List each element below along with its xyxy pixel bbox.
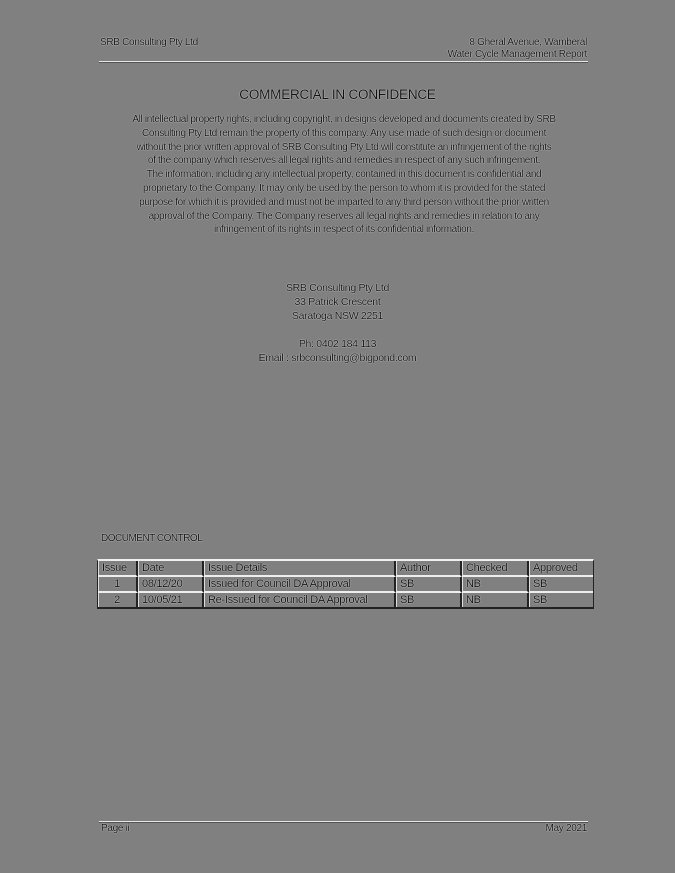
col-date: Date — [138, 561, 204, 577]
header-company: SRB Consulting Pty Ltd — [100, 37, 198, 48]
col-issue-details: Issue Details — [204, 561, 396, 577]
address-street: 33 Patrick Crescent — [294, 296, 381, 308]
cell-date: 10/05/21 — [138, 593, 204, 608]
table-row — [98, 593, 593, 608]
col-checked: Checked — [462, 561, 529, 577]
cell-issue-details: Re-Issued for Council DA Approval — [204, 593, 396, 608]
notice-line: proprietary to the Company. It may only be used by the person to whom it is provided for the stated — [142, 182, 546, 194]
company-address-block — [0, 281, 675, 365]
document-control-table — [97, 559, 594, 609]
header-address: 8 Gheral Avenue, Wamberal — [469, 37, 587, 48]
cell-issue: 1 — [98, 577, 138, 593]
page-header — [100, 35, 587, 62]
notice-line: of the company which reserves all legal rights and remedies in respect of any such infringement. — [147, 155, 541, 167]
cell-issue-details: Issued for Council DA Approval — [204, 577, 396, 593]
footer-page-number: Page ii — [101, 823, 130, 834]
cell-date: 08/12/20 — [138, 577, 204, 593]
notice-line: Consulting Pty Ltd remain the property of this company. Any use made of such design or document — [141, 127, 547, 139]
notice-line: All intellectual property rights, including copyright, in designs developed and documents created by SRB — [132, 114, 556, 125]
notice-line: without the prior written approval of SRB Consulting Pty Ltd will constitute an infringement of the rights — [136, 141, 552, 153]
col-author: Author — [396, 561, 462, 577]
footer-date: May 2021 — [545, 823, 587, 834]
cell-checked: NB — [462, 593, 529, 608]
notice-line: infringement of its rights in respect of its confidential information. — [213, 224, 475, 236]
header-divider — [99, 61, 588, 63]
address-phone: Ph: 0402 184 113 — [298, 338, 377, 350]
col-approved: Approved — [529, 561, 593, 577]
address-company: SRB Consulting Pty Ltd — [285, 282, 390, 294]
header-report-title: Water Cycle Management Report — [447, 49, 587, 60]
page-title: COMMERCIAL IN CONFIDENCE — [239, 87, 436, 102]
table-header-row — [98, 561, 593, 577]
document-control-heading: DOCUMENT CONTROL — [101, 533, 203, 544]
confidentiality-notice — [100, 113, 588, 237]
cell-author: SB — [396, 577, 462, 593]
address-email: Email : srbconsulting@bigpond.com — [258, 352, 417, 364]
notice-line: approval of the Company. The Company reserves all legal rights and remedies in relation to any — [148, 210, 540, 222]
col-issue: Issue — [98, 561, 138, 577]
cell-checked: NB — [462, 577, 529, 593]
header-project — [448, 37, 587, 61]
cell-author: SB — [396, 593, 462, 608]
cell-approved: SB — [529, 593, 593, 608]
notice-line: purpose for which it is provided and must not be imparted to any third person without the prior written — [139, 196, 549, 208]
address-locality: Saratoga NSW 2251 — [291, 310, 384, 322]
cell-approved: SB — [529, 577, 593, 593]
table-row — [98, 577, 593, 593]
footer-divider — [99, 821, 588, 823]
notice-line: The information, including any intellectual property, contained in this document is confidential and — [146, 169, 542, 181]
cell-issue: 2 — [98, 593, 138, 608]
